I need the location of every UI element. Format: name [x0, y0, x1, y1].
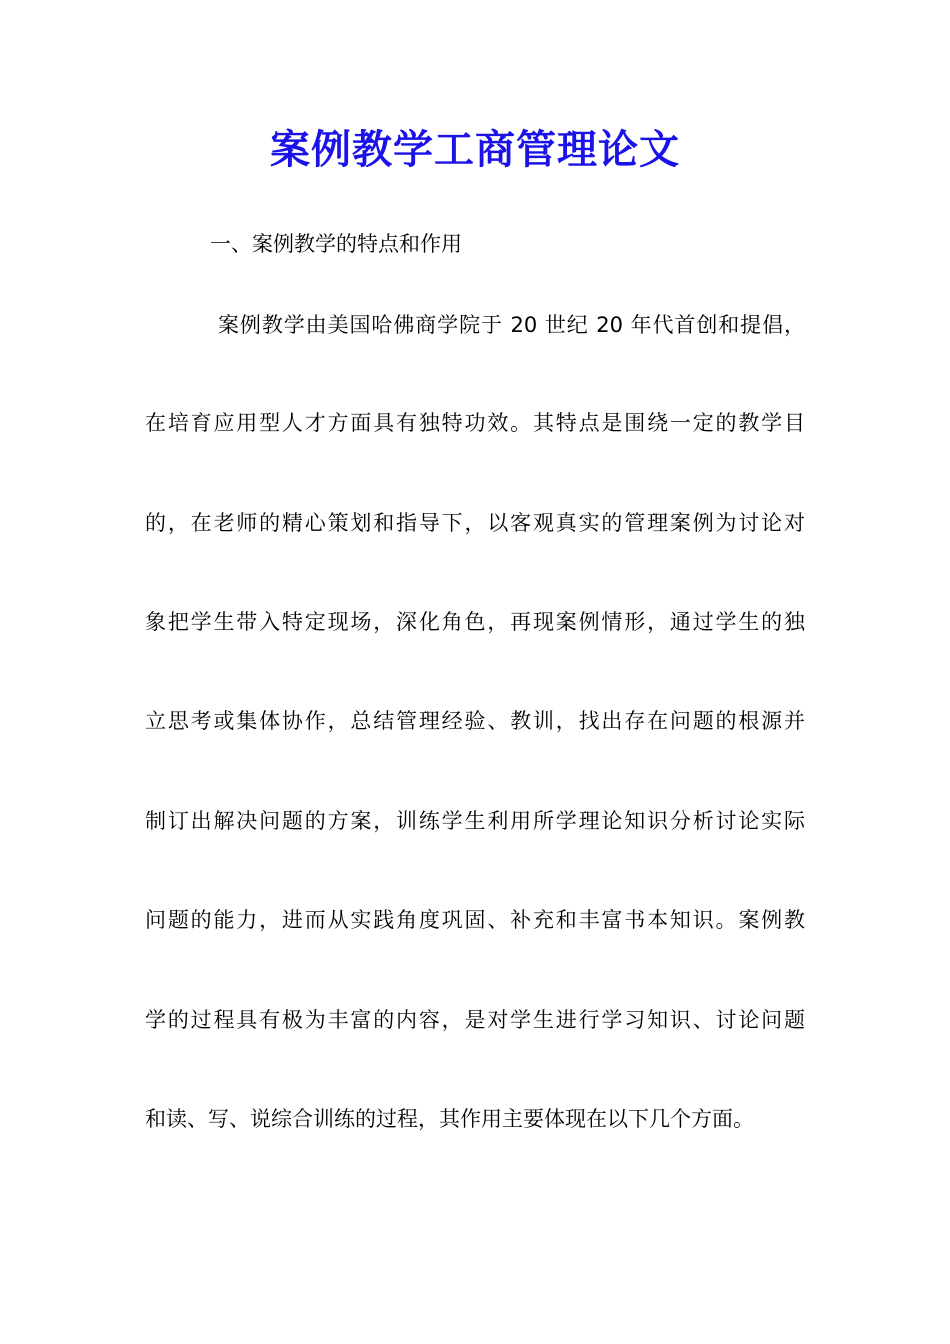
- paragraph-line: 和读、写、说综合训练的过程，其作用主要体现在以下几个方面。: [145, 1107, 754, 1131]
- paragraph-line: 的，在老师的精心策划和指导下，以客观真实的管理案例为讨论对: [145, 511, 805, 535]
- paragraph-line: 制订出解决问题的方案，训练学生利用所学理论知识分析讨论实际: [145, 809, 805, 833]
- paragraph-line: 问题的能力，进而从实践角度巩固、补充和丰富书本知识。案例教: [145, 908, 805, 932]
- section-heading: 一、案例教学的特点和作用: [210, 232, 462, 256]
- paragraph-line: 学的过程具有极为丰富的内容，是对学生进行学习知识、讨论问题: [145, 1008, 805, 1032]
- paragraph-line: 象把学生带入特定现场，深化角色，再现案例情形，通过学生的独: [145, 610, 805, 634]
- document-title: 案例教学工商管理论文: [270, 126, 680, 173]
- paragraph-line: 在培育应用型人才方面具有独特功效。其特点是围绕一定的教学目: [145, 411, 805, 435]
- paragraph-line: 案例教学由美国哈佛商学院于 20 世纪 20 年代首创和提倡，: [218, 313, 805, 337]
- paragraph-line: 立思考或集体协作，总结管理经验、教训，找出存在问题的根源并: [145, 709, 805, 733]
